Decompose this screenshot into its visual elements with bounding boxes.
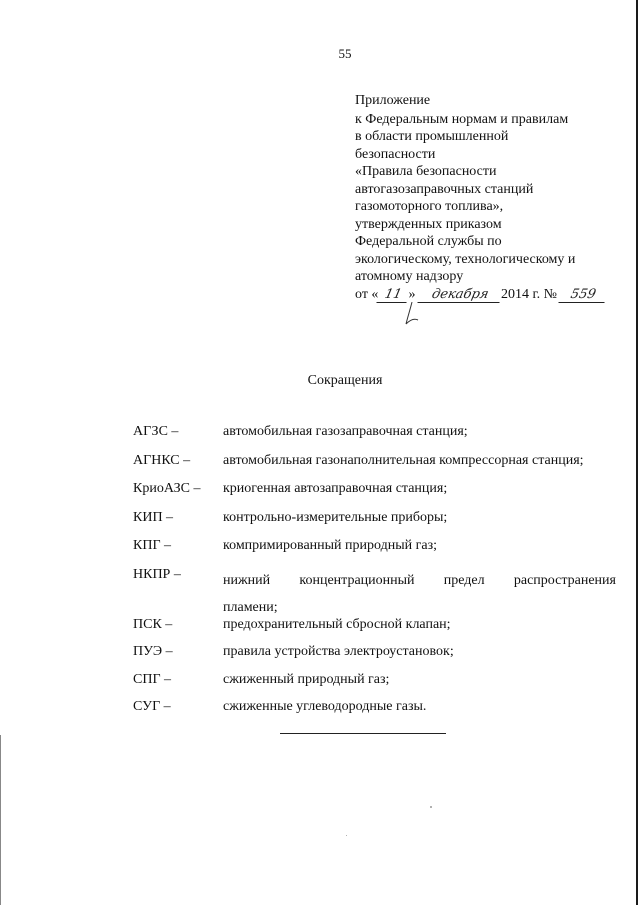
abbreviation-row [133, 453, 616, 469]
abbreviation-row [133, 699, 616, 715]
abbreviation-term: КриоАЗС – [133, 481, 201, 496]
abbreviation-term: ПСК – [133, 617, 173, 632]
abbreviation-definition: автомобильная газозаправочная станция; [223, 424, 468, 439]
handwritten-day: 11 [377, 288, 410, 303]
appendix-line: в области промышленной [355, 129, 509, 144]
abbreviation-term: СПГ – [133, 672, 172, 687]
scan-edge-left [0, 735, 1, 905]
page-number: 55 [338, 46, 352, 61]
appendix-line: экологическому, технологическому и [355, 251, 576, 267]
abbreviation-definition: правила устройства электроустановок; [223, 644, 454, 659]
appendix-line: автогазозаправочных станций [355, 181, 534, 197]
abbreviation-row [133, 424, 616, 440]
abbreviation-definition: контрольно-измерительные приборы; [223, 510, 448, 525]
appendix-line: утвержденных приказом [355, 216, 502, 232]
abbreviation-term: КИП – [133, 510, 174, 525]
appendix-line: «Правила безопасности [355, 164, 497, 179]
abbreviation-term: АГНКС – [133, 453, 191, 468]
appendix-line: атомному надзору [355, 269, 464, 284]
abbreviation-definition: сжиженный природный газ; [223, 672, 390, 687]
handwritten-flourish-icon [398, 302, 428, 326]
scan-speck [430, 806, 432, 808]
scan-edge-right [636, 0, 638, 905]
abbreviation-row [133, 644, 616, 660]
definition-word: распространения [513, 573, 616, 588]
abbreviation-definition: предохранительный сбросной клапан; [223, 617, 451, 632]
appendix-line: к Федеральным нормам и правилам [355, 111, 569, 127]
abbreviation-row [133, 567, 616, 621]
definition-word: нижний [223, 573, 271, 588]
appendix-header [355, 92, 620, 303]
abbreviation-definition [223, 567, 616, 621]
abbreviation-row [133, 617, 616, 633]
definition-word: концентрационный [299, 573, 415, 588]
date-prefix: от « [355, 286, 379, 302]
abbreviation-row [133, 672, 616, 688]
scan-speck [346, 835, 347, 836]
approval-date-line [355, 286, 620, 304]
end-separator-line [280, 733, 446, 734]
section-title: Сокращения [307, 373, 383, 388]
abbreviation-definition: автомобильная газонаполнительная компрессорная станция; [223, 453, 584, 468]
definition-continuation: пламени; [223, 600, 278, 615]
handwritten-month: декабря [417, 288, 502, 303]
appendix-line: Приложение [355, 93, 431, 108]
appendix-line: газомоторного топлива», [355, 199, 504, 214]
abbreviation-row [133, 538, 616, 554]
abbreviation-term: СУГ – [133, 699, 171, 714]
definition-justified-line [223, 567, 616, 594]
abbreviation-definition: сжиженные углеводородные газы. [223, 699, 427, 714]
appendix-line: безопасности [355, 146, 436, 162]
appendix-line: Федеральной службы по [355, 234, 502, 249]
abbreviation-definition: криогенная автозаправочная станция; [223, 481, 448, 496]
handwritten-order-number: 559 [559, 288, 608, 303]
date-year: 2014 г. № [500, 286, 557, 302]
abbreviation-term: АГЗС – [133, 424, 179, 439]
abbreviation-row [133, 510, 616, 526]
abbreviation-term: НКПР – [133, 567, 181, 582]
abbreviation-definition: компримированный природный газ; [223, 538, 438, 553]
abbreviation-term: ПУЭ – [133, 644, 173, 659]
definition-word: предел [443, 573, 485, 588]
abbreviation-row [133, 481, 616, 497]
date-quote-close: » [408, 286, 416, 302]
abbreviation-term: КПГ – [133, 538, 172, 553]
